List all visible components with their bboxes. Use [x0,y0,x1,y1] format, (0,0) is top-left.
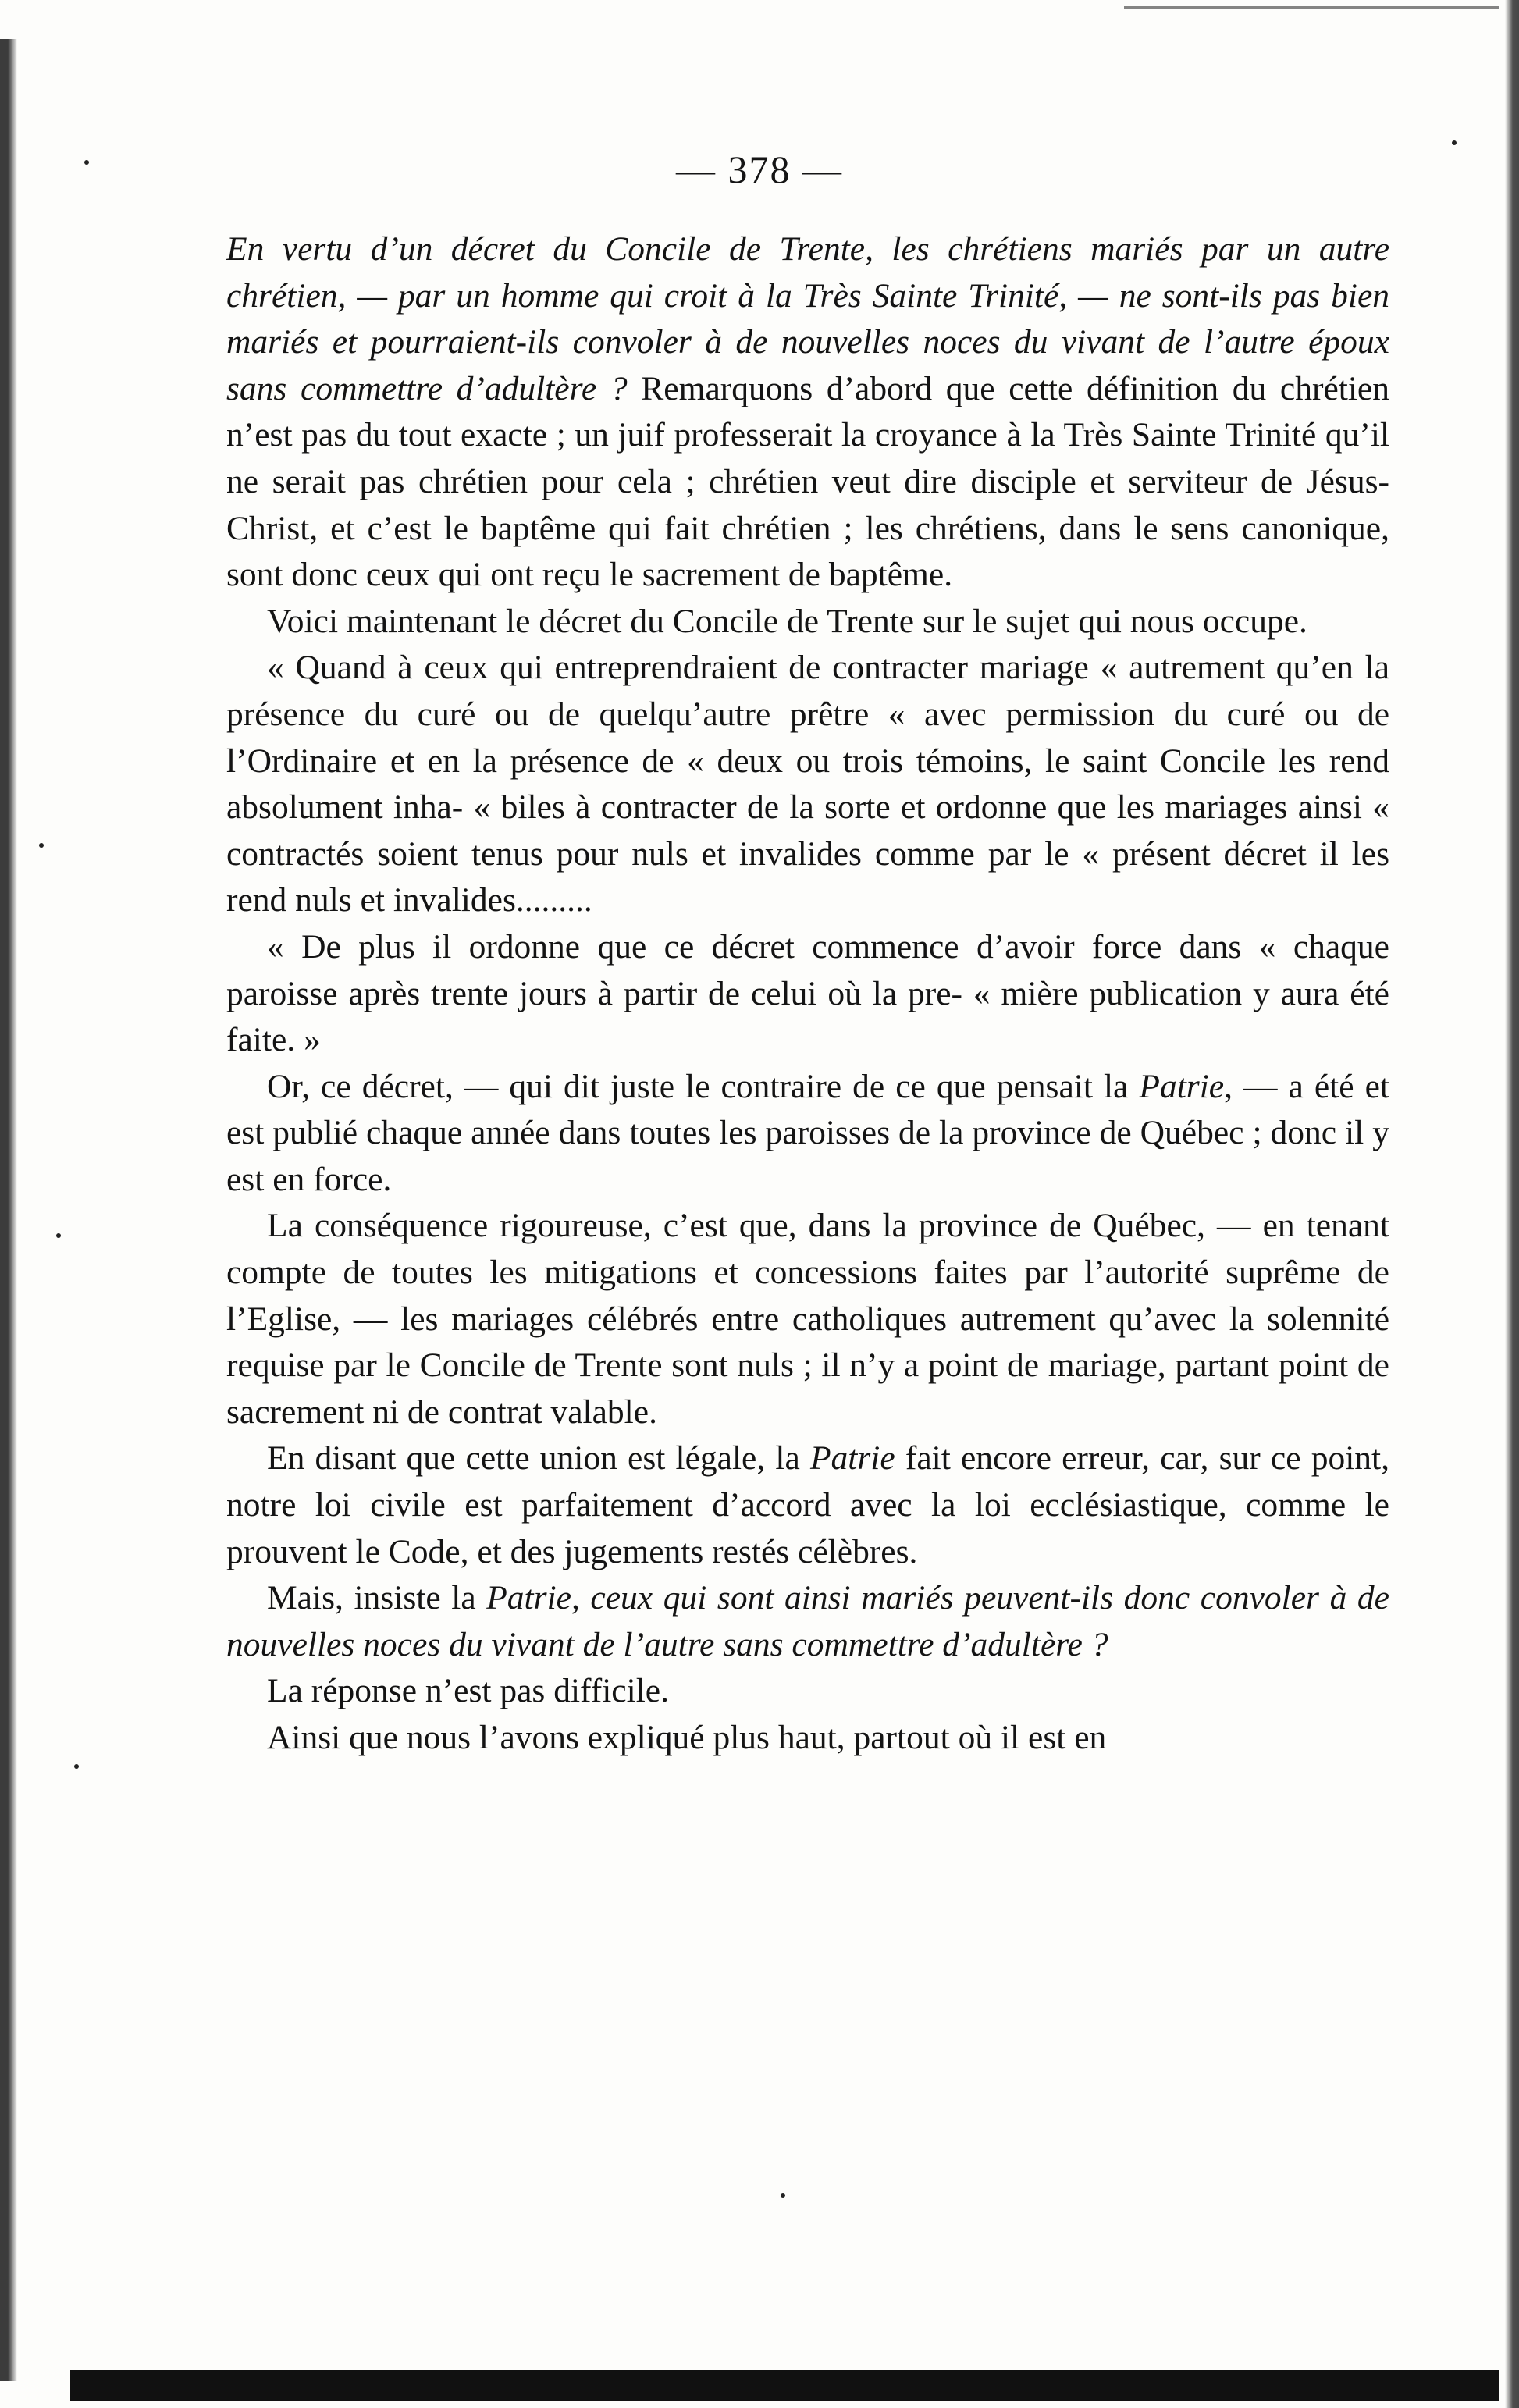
paragraph [226,226,1389,599]
italic-text-segment: Patrie, ceux qui sont ainsi mariés peuvent-ils donc convoler à de nouvelles noces du vivant de l’autre sans commettre d’adultère ? [226,1579,1389,1663]
scan-speck [39,843,44,848]
paragraph [226,1435,1389,1575]
scan-speck [84,160,89,165]
text-segment: Voici maintenant le décret du Concile de Trente sur le sujet qui nous occupe. [267,602,1307,640]
text-segment: « Quand à ceux qui entreprendraient de contracter mariage « autrement qu’en la présence du curé ou de quelqu’autre prêtre « avec permission du curé ou de l’Ordinaire et en la présence de « deux ou trois témoins, le saint Concile les rend absolument inha- « biles à contracter de la sorte et ordonne que les mariages ainsi « contractés soient tenus pour nuls et invalides comme par le « présent décret il les rend nuls et invalides......... [226,649,1389,919]
text-segment: La réponse n’est pas difficile. [267,1672,669,1710]
text-segment: La conséquence rigoureuse, c’est que, dans la province de Québec, — en tenant compte de toutes les mitigations et concessions faites par l’autorité suprême de l’Eglise, — les mariages célébrés entre catholiques autrement qu’avec la solennité requise par le Concile de Trente sont nuls ; il n’y a point de mariage, partant point de sacrement ni de contrat valable. [226,1207,1389,1431]
paragraph [226,1668,1389,1715]
page-right-edge-shadow [1505,0,1519,2408]
paragraph [226,924,1389,1064]
italic-text-segment: En vertu d’un décret du Concile de Trente, les chrétiens mariés par un autre chrétien, — par un homme qui croit à la Très Sainte Trinité, — ne sont-ils pas bien mariés et pourraient-ils convoler à de nouvelles noces du vivant de l’autre époux sans commettre d’adultère ? [226,230,1389,407]
scan-speck [74,1764,79,1769]
top-edge-mark [1124,6,1499,9]
text-segment: fait encore erreur, car, sur ce point, notre loi civile est parfaitement d’accord avec la loi ecclésiastique, comme le prouvent le Code, et des jugements restés célèbres. [226,1439,1389,1570]
text-segment: , — a été et est publié chaque année dans toutes les paroisses de la province de Québec ; donc il y est en force. [226,1067,1389,1198]
paragraph [226,1715,1389,1762]
paragraph [226,645,1389,924]
paragraph [226,1575,1389,1668]
paragraph [226,1203,1389,1435]
text-segment: Or, ce décret, — qui dit juste le contraire de ce que pensait la [267,1067,1140,1105]
scan-speck [56,1233,61,1238]
paragraph [226,1064,1389,1204]
text-segment: En disant que cette union est légale, la [267,1439,810,1478]
text-segment: « De plus il ordonne que ce décret commence d’avoir force dans « chaque paroisse après trente jours à partir de celui où la pre- « mière publication y aura été faite. » [226,927,1389,1059]
body-text [226,226,1389,1762]
scan-speck [1452,140,1457,145]
paragraph [226,599,1389,646]
page-left-edge-shadow [0,39,17,2381]
italic-text-segment: Patrie [809,1439,895,1478]
text-segment: Mais, insiste la [267,1579,487,1617]
text-segment: Remarquons d’abord que cette définition du chrétien n’est pas du tout exacte ; un juif professerait la croyance à la Très Sainte Trinité qu’il ne serait pas chrétien pour cela ; chrétien veut dire disciple et serviteur de Jésus-Christ, et c’est le baptême qui fait chrétien ; les chrétiens, dans le sens canonique, sont donc ceux qui ont reçu le sacrement de baptême. [226,369,1389,594]
page-bottom-edge-bar [70,2370,1499,2401]
scan-speck [781,2193,785,2198]
page-number: — 378 — [676,148,843,191]
italic-text-segment: Patrie [1139,1067,1225,1105]
text-segment: Ainsi que nous l’avons expliqué plus haut, partout où il est en [267,1719,1107,1756]
